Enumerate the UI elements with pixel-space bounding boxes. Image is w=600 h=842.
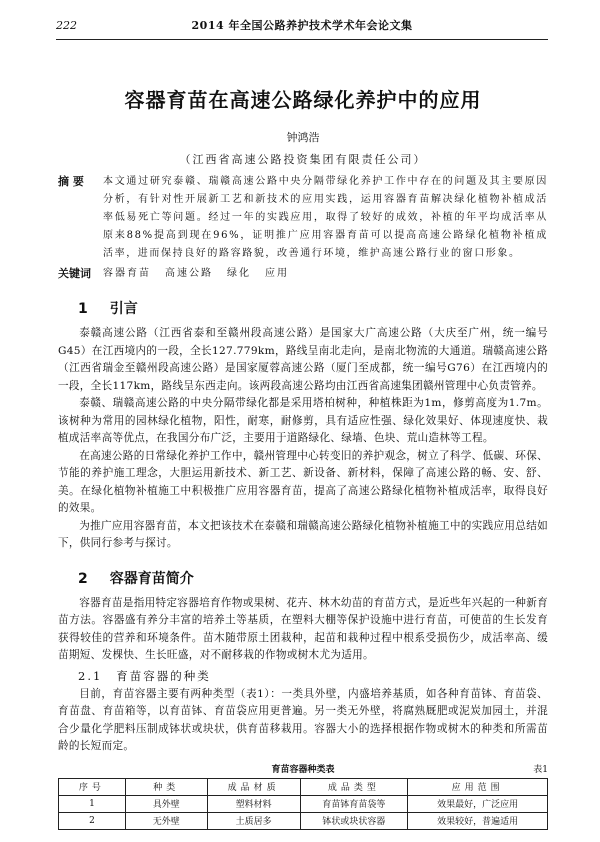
keyword: 应用 <box>265 268 289 279</box>
table-cell: 钵状或块状容器 <box>300 812 408 829</box>
section-1-body <box>58 325 548 553</box>
table-cell: 具外壁 <box>125 795 207 812</box>
table-cell: 效果最好，广泛应用 <box>408 795 548 812</box>
subsection-number: 2.1 <box>78 668 103 683</box>
paragraph: 容器育苗是指用特定容器培育作物或果树、花卉、林木幼苗的育苗方式，是近些年兴起的一种新育苗方法。容器盛有养分丰富的培养土等基质，在塑料大棚等保护设施中进行育苗，可使苗的生长发育获得较佳的营养和环境条件。苗木随带原土团栽种，起苗和栽种过程中根系受损伤少，成活率高、缓苗期短、发棵快、生长旺盛，对不耐移栽的作物或树木尤为适用。 <box>58 596 548 661</box>
affiliation: （江西省高速公路投资集团有限责任公司） <box>179 153 427 166</box>
paper-title: 容器育苗在高速公路绿化养护中的应用 <box>124 88 482 112</box>
table-cell: 塑料材料 <box>207 795 300 812</box>
table-caption-row <box>58 762 548 775</box>
table-cell: 效果较好，普遍适用 <box>408 812 548 829</box>
table-cell: 土质居多 <box>207 812 300 829</box>
column-header: 应用范围 <box>408 778 548 795</box>
paragraph: 为推广应用容器育苗，本文把该技术在泰赣和瑞赣高速公路绿化植物补植施工中的实践应用总结如下，供同行参考与探讨。 <box>58 519 548 549</box>
keywords <box>103 265 303 283</box>
table-cell: 育苗钵育苗袋等 <box>300 795 408 812</box>
column-header: 种类 <box>125 778 207 795</box>
table-header-row <box>59 778 548 795</box>
section-title: 容器育苗简介 <box>109 570 194 587</box>
table-caption: 育苗容器种类表 <box>271 764 335 775</box>
abstract <box>58 173 548 263</box>
paragraph: 目前，育苗容器主要有两种类型（表1）：一类具外壁，内盛培养基质，如各种育苗钵、育苗袋、育苗盘、育苗箱等，以育苗钵、育苗袋应用更普遍。另一类无外壁，将腐熟厩肥或泥炭加园土，并混合少量化学肥料压制成钵状或块状，供育苗移栽用。容器大小的选择根据作物或树木的种类和所需苗龄的长短而定。 <box>58 687 548 752</box>
keyword: 绿化 <box>227 268 251 279</box>
paragraph: 在高速公路的日常绿化养护工作中，赣州管理中心转变旧的养护观念，树立了科学、低碳、环保、节能的养护施工理念，大胆运用新技术、新工艺、新设备、新材料，保障了高速公路的畅、安、舒、美。在绿化植物补植施工中积极推广应用容器育苗，提高了高速公路绿化植物补植成活率，取得良好的效果。 <box>58 449 548 514</box>
column-header: 成品材质 <box>207 778 300 795</box>
column-header: 序号 <box>59 778 126 795</box>
section-number: 2 <box>78 570 88 587</box>
paragraph: 泰赣、瑞赣高速公路的中央分隔带绿化都是采用塔柏树种，种植株距为1m，修剪高度为1.7m。该树种为常用的园林绿化植物，阳性，耐寒，耐修剪，具有适应性强、绿化效果好、体现速度快、栽植成活率高等优点，在我国分布广泛，主要用于道路绿化、绿墙、色块、荒山造林等工程。 <box>58 397 548 444</box>
table-row <box>59 812 548 829</box>
paragraph: 泰赣高速公路（江西省泰和至赣州段高速公路）是国家大广高速公路（大庆至广州，统一编号G45）在江西境内的一段，全长127.779km，路线呈南北走向，是南北物流的大通道。瑞赣高速公路（江西省瑞金至赣州段高速公路）是国家厦蓉高速公路（厦门至成都，统一编号G76）在江西境内的一段，全长117km，路线呈东西走向。该两段高速公路均由江西省高速集团赣州管理中心负责管养。 <box>58 327 548 392</box>
abstract-label: 摘 要 <box>58 175 84 188</box>
page-header <box>56 17 548 40</box>
section-2-body <box>58 595 548 665</box>
abstract-text: 本文通过研究泰赣、瑞赣高速公路中央分隔带绿化养护工作中存在的问题及其主要原因分析，有针对性开展新工艺和新技术的应用实践，运用容器育苗解决绿化植物补植成活率低易死亡等问题。经过一年的实践应用，取得了较好的成效，补植的年平均成活率从原来88%提高到现在96%，证明推广应用容器育苗可以提高高速公路绿化植物补植成活率，进而保持良好的路容路貌，改善通行环境，维护高速公路行业的窗口形象。 <box>103 176 548 259</box>
subsection-title: 育苗容器的种类 <box>116 668 211 683</box>
section-number: 1 <box>78 301 88 317</box>
author: 钟鸿浩 <box>286 131 320 144</box>
table-number: 表1 <box>533 764 548 775</box>
table-row <box>59 795 548 812</box>
running-title: 2014 年全国公路养护技术学术年会论文集 <box>191 19 413 32</box>
column-header: 成品类型 <box>300 778 408 795</box>
table-cell: 1 <box>59 795 126 812</box>
keywords-label: 关键词 <box>58 267 91 280</box>
section-2-1-body <box>58 686 548 756</box>
keyword: 容器育苗 <box>103 268 151 279</box>
table-cell: 2 <box>59 812 126 829</box>
table-cell: 无外壁 <box>125 812 207 829</box>
section-heading <box>78 569 548 589</box>
container-types-table <box>58 778 548 830</box>
keyword: 高速公路 <box>165 268 213 279</box>
keywords-row <box>58 265 548 283</box>
section-heading <box>78 299 548 319</box>
page-number: 222 <box>56 19 77 32</box>
subsection-heading <box>78 667 548 685</box>
section-title: 引言 <box>109 301 138 317</box>
